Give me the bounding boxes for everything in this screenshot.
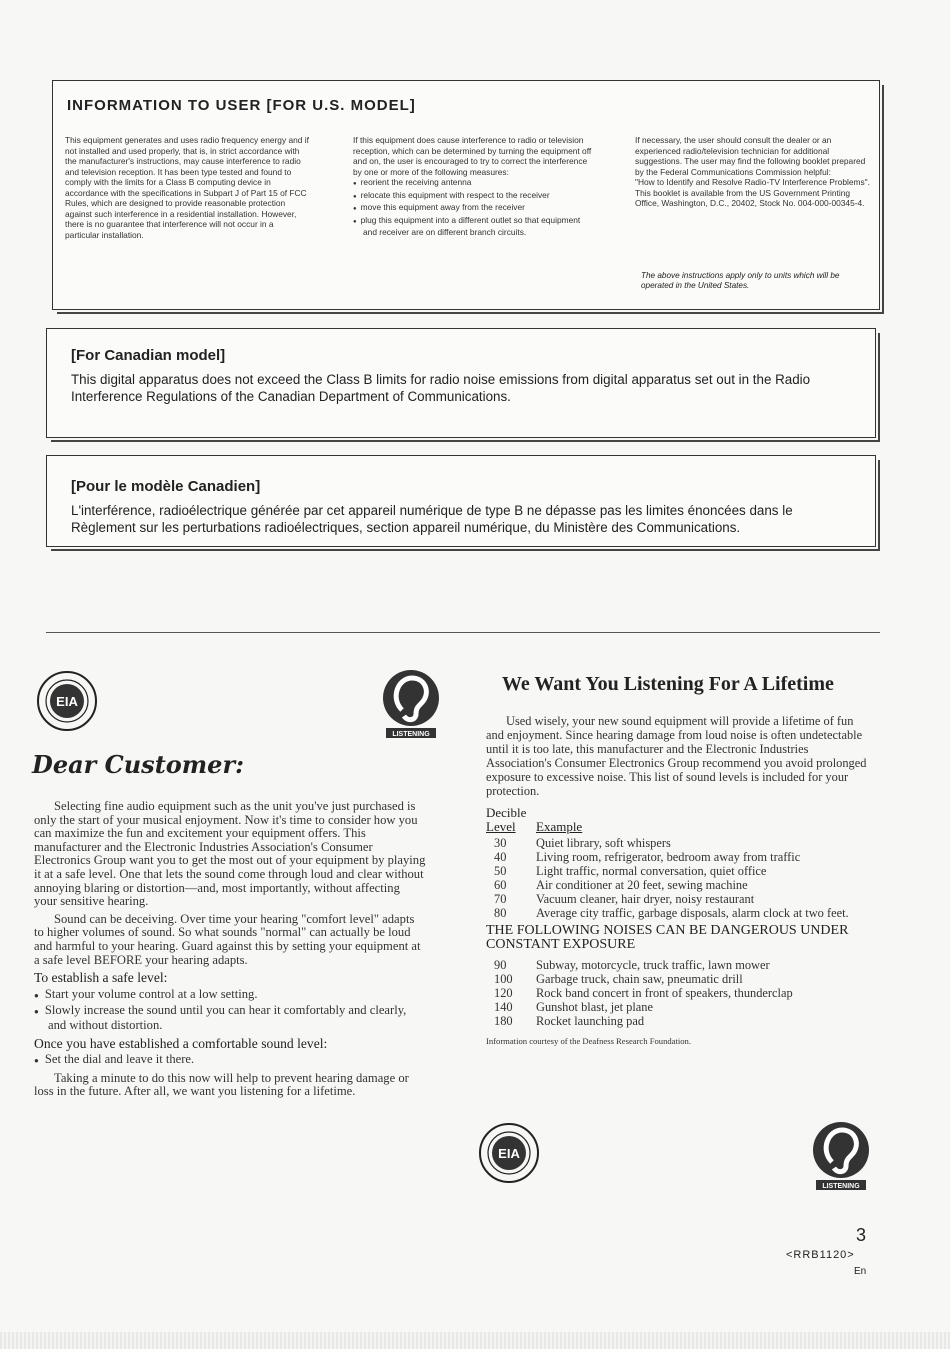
decible-label: Decible	[486, 805, 527, 820]
us-info-paragraph: If necessary, the user should consult the dealer or an experienced radio/television technician for additional suggestions. The user may find the following booklet prepared by the Federal Communications Commission helpful:	[635, 135, 866, 177]
sound-levels-section	[486, 714, 874, 1048]
us-info-column-2	[353, 135, 593, 238]
table-row	[486, 864, 874, 878]
level-table-header	[486, 820, 874, 834]
listening-logo-icon	[380, 668, 442, 746]
eia-seal-icon	[36, 670, 98, 732]
table-row	[486, 892, 874, 906]
list-item: ● Start your volume control at a low setting.	[48, 988, 426, 1003]
level-example: Rock band concert in front of speakers, thunderclap	[536, 986, 793, 1000]
eia-seal-text: EIA	[56, 694, 78, 709]
level-column-header: Level	[486, 819, 516, 834]
french-text: L'interférence, radioélectrique générée par cet appareil numérique de type B ne dépasse pas les limites énoncées dans le Règlement sur les perturbations radioélectriques, section appareil numérique, du Ministère des Communications.	[71, 503, 793, 535]
us-info-title: INFORMATION TO USER [FOR U.S. MODEL]	[67, 97, 416, 114]
level-value: 40	[494, 850, 507, 864]
dear-customer-letter	[34, 800, 426, 1103]
letter-subheading: To establish a safe level:	[34, 970, 168, 986]
listening-logo-text: LISTENING	[392, 731, 430, 738]
level-value: 50	[494, 864, 507, 878]
language-code: En	[854, 1266, 867, 1277]
level-example: Garbage truck, chain saw, pneumatic drill	[536, 972, 743, 986]
table-row	[486, 986, 874, 1000]
letter-paragraph: Taking a minute to do this now will help to prevent hearing damage or loss in the future. After all, we want you listening for a lifetime.	[34, 1070, 409, 1099]
list-item: ● Slowly increase the sound until you can hear it comfortably and clearly, and without distortion.	[48, 1004, 426, 1032]
letter-paragraph: Sound can be deceiving. Over time your hearing "comfort level" adapts to higher volumes of sound. So what sounds "normal" can actually be loud and harmful to your hearing. Guard against this by setting your equipment at a safe level BEFORE your hearing adapts.	[34, 911, 421, 967]
safe-level-steps	[34, 988, 426, 1033]
level-example: Vacuum cleaner, hair dryer, noisy restaurant	[536, 892, 755, 906]
level-example: Quiet library, soft whispers	[536, 836, 671, 850]
table-row	[486, 878, 874, 892]
level-value: 70	[494, 892, 507, 906]
level-example: Light traffic, normal conversation, quiet office	[536, 864, 767, 878]
canadian-title: [For Canadian model]	[71, 347, 226, 364]
info-credit: Information courtesy of the Deafness Research Foundation.	[486, 1036, 691, 1046]
table-row	[486, 1014, 874, 1028]
canadian-text: This digital apparatus does not exceed the Class B limits for radio noise emissions from digital apparatus set out in the Radio Interference Regulations of the Canadian Department of Communications.	[71, 372, 811, 404]
list-item: ● plug this equipment into a different outlet so that equipment and receiver are on different branch circuits.	[363, 215, 593, 238]
comfortable-level-steps	[34, 1053, 426, 1068]
us-model-info-box	[52, 80, 880, 310]
letter-subheading: Once you have established a comfortable sound level:	[34, 1035, 328, 1051]
interference-measures-list	[353, 177, 593, 238]
table-row	[486, 906, 874, 920]
level-value: 80	[494, 906, 507, 920]
french-model-box	[46, 455, 876, 547]
level-example: Gunshot blast, jet plane	[536, 1000, 654, 1014]
level-value: 140	[494, 1000, 513, 1014]
example-column-header: Example	[536, 819, 583, 834]
list-item: ● move this equipment away from the receiver	[363, 202, 593, 215]
french-title: [Pour le modèle Canadien]	[71, 478, 261, 495]
us-info-column-1	[65, 135, 310, 240]
us-info-paragraph: This equipment generates and uses radio frequency energy and if not installed and used properly, that is, in strict accordance with the manufacturer's instructions, may cause interference to radio and television reception. It has been type tested and found to comply with the limits for a Class B computing device in accordance with the specifications in Subpart J of Part 15 of FCC Rules, which are designed to provide reasonable protection against such interference in a residential installation. However, there is no guarantee that interference will not occur in a particular installation.	[65, 135, 309, 240]
table-row	[486, 958, 874, 972]
level-example: Living room, refrigerator, bedroom away from traffic	[536, 850, 801, 864]
danger-levels-table	[486, 958, 874, 1028]
table-row	[486, 836, 874, 850]
level-example: Average city traffic, garbage disposals, alarm clock at two feet.	[536, 906, 849, 920]
letter-paragraph: Selecting fine audio equipment such as the unit you've just purchased is only the start of your musical enjoyment. Now it's time to consider how you can maximize the fun and excitement your equipment offers. This manufacturer and the Electronic Industries Association's Consumer Electronics Group want you to get the most out of your equipment by playing it at a safe level. One that lets the sound come through loud and clear without annoying blaring or distortion—and, most importantly, without affecting your sensitive hearing.	[34, 799, 426, 909]
level-value: 180	[494, 1014, 513, 1028]
listening-logo-icon	[810, 1120, 872, 1198]
danger-heading: THE FOLLOWING NOISES CAN BE DANGEROUS UNDER CONSTANT EXPOSURE	[486, 923, 849, 952]
list-item: ● Set the dial and leave it there.	[48, 1053, 426, 1068]
us-info-paragraph: "How to Identify and Resolve Radio-TV Interference Problems".	[635, 177, 870, 187]
level-value: 60	[494, 878, 507, 892]
us-info-column-3	[635, 135, 873, 209]
list-item: ● reorient the receiving antenna	[363, 177, 593, 190]
eia-seal-text: EIA	[498, 1146, 520, 1161]
sound-levels-intro: Used wisely, your new sound equipment will provide a lifetime of fun and enjoyment. Since hearing damage from loud noise is often undetectable until it is too late, this manufacturer and the Electronic Industries Association's Consumer Electronics Group recommend you avoid prolonged exposure to excessive noise. This list of sound levels is included for your protection.	[486, 714, 867, 798]
table-row	[486, 850, 874, 864]
level-example: Rocket launching pad	[536, 1014, 645, 1028]
section-divider	[46, 632, 880, 633]
level-example: Air conditioner at 20 feet, sewing machine	[536, 878, 748, 892]
list-item: ● relocate this equipment with respect to the receiver	[363, 190, 593, 203]
level-value: 90	[494, 958, 507, 972]
scan-edge-strip	[0, 1332, 950, 1349]
table-row	[486, 972, 874, 986]
table-row	[486, 1000, 874, 1014]
us-info-paragraph: This booklet is available from the US Government Printing Office, Washington, D.C., 20402, Stock No. 004-000-00345-4.	[635, 187, 865, 208]
dear-customer-heading: Dear Customer:	[32, 750, 244, 779]
document-code: <RRB1120>	[786, 1249, 855, 1261]
us-only-note: The above instructions apply only to units which will be operated in the United States.	[641, 271, 840, 290]
level-value: 30	[494, 836, 507, 850]
listening-logo-text: LISTENING	[822, 1183, 860, 1190]
level-value: 120	[494, 986, 513, 1000]
safe-levels-table	[486, 836, 874, 920]
level-value: 100	[494, 972, 513, 986]
eia-seal-icon	[478, 1122, 540, 1184]
canadian-model-box	[46, 328, 876, 438]
lifetime-heading: We Want You Listening For A Lifetime	[502, 673, 834, 695]
level-example: Subway, motorcycle, truck traffic, lawn mower	[536, 958, 770, 972]
us-info-paragraph: If this equipment does cause interference to radio or television reception, which can be determined by turning the equipment off and on, the user is encouraged to try to correct the interference by one or more of the following measures:	[353, 135, 592, 177]
page-number: 3	[856, 1225, 867, 1245]
